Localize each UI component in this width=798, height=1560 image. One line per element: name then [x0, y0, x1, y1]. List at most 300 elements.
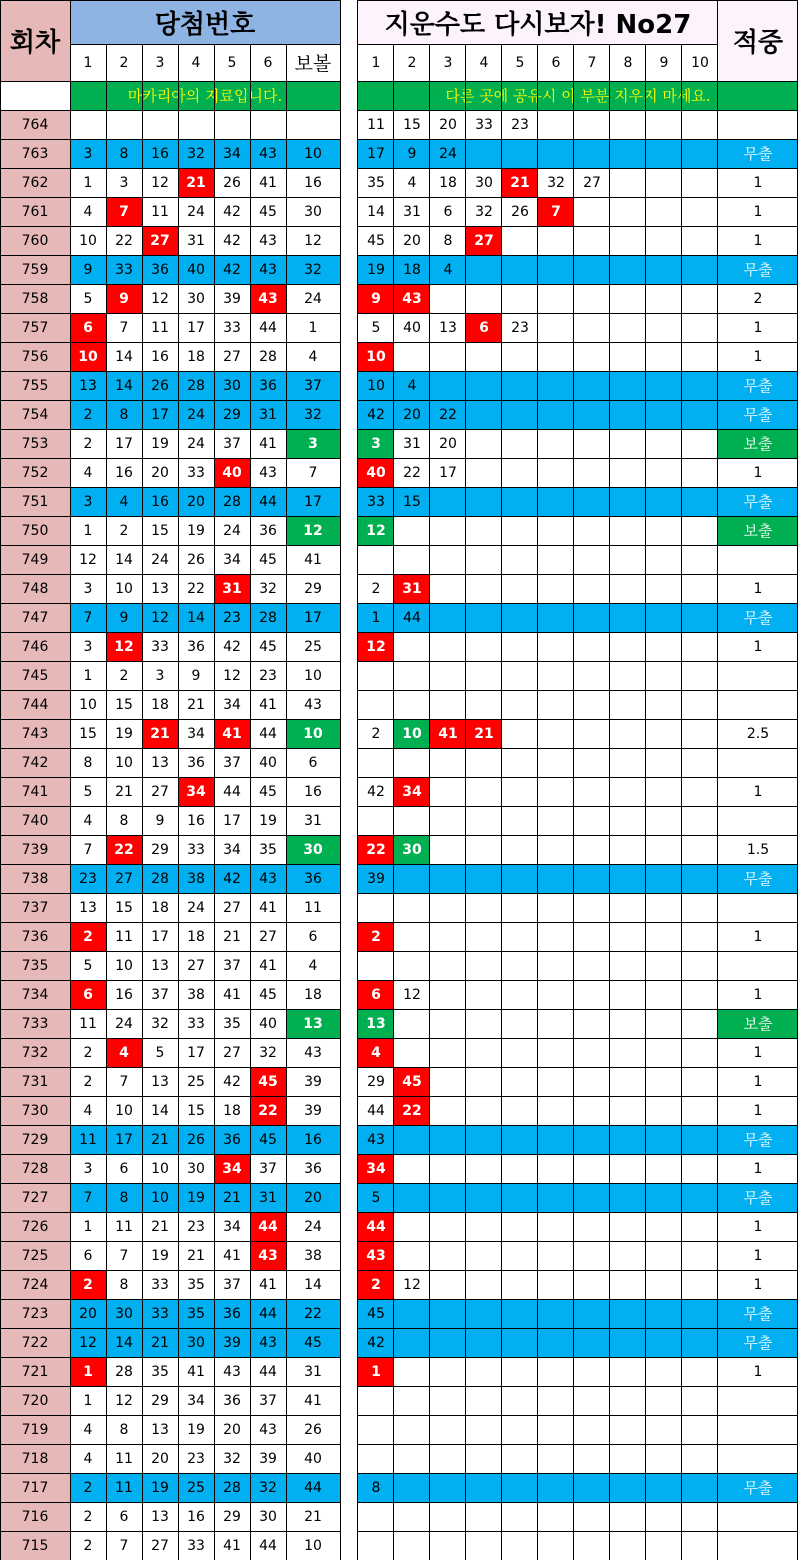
note-left: 마카리아의 지료입니다.	[70, 81, 340, 110]
win-number-cell: 33	[142, 1299, 178, 1328]
win-number-cell: 33	[178, 1531, 214, 1560]
win-number-cell: 14	[142, 1096, 178, 1125]
win-number-cell: 30	[214, 371, 250, 400]
bonus-cell: 43	[286, 690, 340, 719]
win-number-cell: 26	[142, 371, 178, 400]
win-number-cell: 3	[70, 1154, 106, 1183]
win-number-cell: 28	[214, 487, 250, 516]
win-number-cell: 6	[106, 1154, 142, 1183]
bonus-cell: 36	[286, 1154, 340, 1183]
win-number-cell: 4	[70, 1415, 106, 1444]
win-number-cell: 10	[142, 1183, 178, 1212]
round-cell: 736	[0, 922, 70, 951]
bonus-cell: 4	[286, 951, 340, 980]
win-number-cell: 19	[250, 806, 286, 835]
win-number-cell: 21	[142, 1212, 178, 1241]
pick-cell: 6	[358, 980, 394, 1009]
win-number-cell: 26	[178, 1125, 214, 1154]
win-number-cell: 44	[250, 1299, 286, 1328]
win-number-cell: 11	[106, 1212, 142, 1241]
pick-cell: 8	[430, 226, 466, 255]
win-number-cell: 44	[250, 1531, 286, 1560]
pick-cell: 40	[358, 458, 394, 487]
pick-col-header: 3	[430, 44, 466, 81]
round-cell: 764	[0, 110, 70, 139]
win-number-cell: 26	[214, 168, 250, 197]
win-number-cell: 19	[178, 1183, 214, 1212]
round-cell: 733	[0, 1009, 70, 1038]
win-number-cell: 4	[70, 197, 106, 226]
round-cell: 759	[0, 255, 70, 284]
bonus-cell: 20	[286, 1183, 340, 1212]
win-number-cell: 6	[70, 980, 106, 1009]
pick-cell: 31	[394, 197, 430, 226]
pick-col-header: 6	[538, 44, 574, 81]
pick-cell: 20	[394, 226, 430, 255]
win-number-cell: 36	[214, 1299, 250, 1328]
bonus-cell: 44	[286, 1473, 340, 1502]
pick-cell: 23	[502, 313, 538, 342]
win-number-cell: 9	[106, 284, 142, 313]
pick-cell: 15	[394, 110, 430, 139]
win-number-cell: 21	[142, 719, 178, 748]
pick-cell: 12	[394, 1270, 430, 1299]
win-number-cell: 21	[178, 168, 214, 197]
win-number-cell: 10	[106, 574, 142, 603]
pick-cell: 44	[394, 603, 430, 632]
win-number-cell: 13	[142, 1502, 178, 1531]
win-number-cell: 13	[142, 748, 178, 777]
win-number-cell: 7	[106, 1531, 142, 1560]
win-number-cell: 17	[214, 806, 250, 835]
pick-cell: 12	[358, 632, 394, 661]
win-number-cell: 18	[178, 922, 214, 951]
win-number-cell: 31	[250, 1183, 286, 1212]
win-number-cell: 41	[178, 1357, 214, 1386]
pick-cell: 4	[430, 255, 466, 284]
hit-result-cell: 1	[718, 777, 798, 806]
win-number-cell: 42	[214, 864, 250, 893]
win-number-cell: 2	[70, 1531, 106, 1560]
win-number-cell: 28	[178, 371, 214, 400]
pick-cell: 43	[358, 1125, 394, 1154]
win-number-cell: 42	[214, 226, 250, 255]
win-number-cell: 4	[106, 487, 142, 516]
win-number-cell: 21	[178, 1241, 214, 1270]
win-col-header: 5	[214, 44, 250, 81]
win-number-cell: 36	[214, 1386, 250, 1415]
win-number-cell: 6	[106, 1502, 142, 1531]
win-number-cell: 42	[214, 255, 250, 284]
win-number-cell: 16	[142, 487, 178, 516]
win-number-cell: 17	[106, 429, 142, 458]
pick-cell: 45	[358, 1299, 394, 1328]
win-number-cell: 45	[250, 777, 286, 806]
win-number-cell: 7	[70, 1183, 106, 1212]
win-number-cell: 13	[142, 574, 178, 603]
win-number-cell: 24	[178, 429, 214, 458]
win-number-cell: 2	[70, 922, 106, 951]
hit-result-cell: 1	[718, 1212, 798, 1241]
round-cell: 754	[0, 400, 70, 429]
hit-result-cell: 1	[718, 1357, 798, 1386]
hit-result-cell: 1	[718, 1096, 798, 1125]
win-number-cell: 7	[70, 835, 106, 864]
bonus-cell: 6	[286, 922, 340, 951]
pick-cell: 2	[358, 922, 394, 951]
bonus-cell: 10	[286, 719, 340, 748]
pick-cell: 1	[358, 603, 394, 632]
win-number-cell: 22	[178, 574, 214, 603]
win-number-cell: 24	[106, 1009, 142, 1038]
win-number-cell: 36	[250, 516, 286, 545]
win-number-cell: 13	[142, 1415, 178, 1444]
pick-cell: 22	[358, 835, 394, 864]
pick-cell: 10	[358, 371, 394, 400]
win-number-cell: 38	[178, 864, 214, 893]
pick-cell: 31	[394, 574, 430, 603]
pick-cell: 30	[466, 168, 502, 197]
pick-cell: 41	[430, 719, 466, 748]
win-number-cell: 20	[70, 1299, 106, 1328]
win-number-cell: 34	[178, 719, 214, 748]
win-number-cell: 41	[250, 168, 286, 197]
round-cell: 745	[0, 661, 70, 690]
round-cell: 753	[0, 429, 70, 458]
pick-col-header: 9	[646, 44, 682, 81]
win-number-cell: 14	[106, 545, 142, 574]
win-number-cell: 16	[106, 458, 142, 487]
hit-result-cell: 1	[718, 922, 798, 951]
pick-cell: 30	[394, 835, 430, 864]
win-number-cell: 35	[214, 1009, 250, 1038]
hit-result-cell: 무출	[718, 1125, 798, 1154]
pick-cell: 45	[394, 1067, 430, 1096]
win-number-cell: 42	[214, 632, 250, 661]
win-number-cell: 43	[250, 1415, 286, 1444]
win-number-cell: 15	[106, 893, 142, 922]
win-number-cell: 17	[142, 922, 178, 951]
win-number-cell: 7	[70, 603, 106, 632]
round-cell: 725	[0, 1241, 70, 1270]
pick-col-header: 1	[358, 44, 394, 81]
pick-cell: 4	[358, 1038, 394, 1067]
win-col-header: 4	[178, 44, 214, 81]
pick-cell: 1	[358, 1357, 394, 1386]
win-number-cell: 36	[178, 632, 214, 661]
win-number-cell: 43	[250, 458, 286, 487]
win-number-cell: 8	[106, 1270, 142, 1299]
win-number-cell: 32	[178, 139, 214, 168]
pick-cell: 18	[430, 168, 466, 197]
win-number-cell: 3	[106, 168, 142, 197]
pick-cell: 9	[358, 284, 394, 313]
win-number-cell: 16	[178, 806, 214, 835]
win-number-cell: 5	[70, 284, 106, 313]
bonus-cell: 40	[286, 1444, 340, 1473]
pick-cell: 27	[466, 226, 502, 255]
bonus-cell: 24	[286, 1212, 340, 1241]
win-number-cell: 13	[142, 1067, 178, 1096]
win-number-cell: 34	[178, 777, 214, 806]
win-number-cell: 34	[178, 1386, 214, 1415]
win-number-cell: 33	[214, 313, 250, 342]
win-number-cell: 5	[70, 777, 106, 806]
pick-cell: 20	[430, 429, 466, 458]
win-number-cell: 40	[250, 1009, 286, 1038]
win-number-cell: 40	[178, 255, 214, 284]
win-number-cell: 30	[178, 284, 214, 313]
round-cell: 761	[0, 197, 70, 226]
bonus-cell: 41	[286, 1386, 340, 1415]
hit-result-cell: 무출	[718, 400, 798, 429]
bonus-cell: 26	[286, 1415, 340, 1444]
win-number-cell: 39	[214, 284, 250, 313]
win-number-cell: 21	[214, 1183, 250, 1212]
win-col-header: 3	[142, 44, 178, 81]
pick-cell: 22	[394, 1096, 430, 1125]
pick-cell: 45	[358, 226, 394, 255]
win-number-cell: 30	[178, 1328, 214, 1357]
win-number-cell: 2	[106, 661, 142, 690]
hit-result-cell: 1	[718, 574, 798, 603]
pick-cell: 8	[358, 1473, 394, 1502]
win-number-cell: 32	[142, 1009, 178, 1038]
pick-cell: 7	[538, 197, 574, 226]
win-number-cell: 19	[178, 516, 214, 545]
win-number-cell: 28	[250, 603, 286, 632]
bonus-cell: 7	[286, 458, 340, 487]
win-number-cell: 14	[106, 342, 142, 371]
win-number-cell: 32	[214, 1444, 250, 1473]
hit-result-cell: 보출	[718, 429, 798, 458]
round-cell: 760	[0, 226, 70, 255]
pick-cell: 22	[394, 458, 430, 487]
win-number-cell: 2	[70, 429, 106, 458]
bonus-cell: 22	[286, 1299, 340, 1328]
round-cell: 730	[0, 1096, 70, 1125]
win-number-cell: 12	[142, 603, 178, 632]
win-number-cell: 22	[106, 835, 142, 864]
win-number-cell: 29	[214, 1502, 250, 1531]
round-cell: 721	[0, 1357, 70, 1386]
bonus-cell: 12	[286, 226, 340, 255]
win-number-cell: 17	[178, 1038, 214, 1067]
pick-cell: 42	[358, 777, 394, 806]
win-number-cell: 19	[142, 1473, 178, 1502]
win-number-cell: 3	[70, 574, 106, 603]
bonus-cell: 14	[286, 1270, 340, 1299]
pick-cell: 34	[358, 1154, 394, 1183]
win-number-cell: 2	[70, 1473, 106, 1502]
hit-result-cell: 1	[718, 168, 798, 197]
win-number-cell: 30	[250, 1502, 286, 1531]
win-number-cell: 42	[214, 1067, 250, 1096]
win-number-cell: 23	[178, 1444, 214, 1473]
pick-cell: 10	[394, 719, 430, 748]
win-number-cell: 7	[106, 1241, 142, 1270]
win-number-cell: 28	[106, 1357, 142, 1386]
win-number-cell: 21	[178, 690, 214, 719]
win-number-cell: 1	[70, 168, 106, 197]
hit-result-cell: 1	[718, 980, 798, 1009]
win-number-cell: 33	[178, 458, 214, 487]
win-col-header: 6	[250, 44, 286, 81]
win-number-cell: 19	[106, 719, 142, 748]
win-number-cell: 43	[214, 1357, 250, 1386]
win-number-cell: 12	[106, 632, 142, 661]
pick-cell: 12	[394, 980, 430, 1009]
round-cell: 734	[0, 980, 70, 1009]
hit-result-cell: 1	[718, 313, 798, 342]
pick-cell: 6	[430, 197, 466, 226]
win-number-cell: 18	[142, 690, 178, 719]
win-number-cell: 17	[106, 1125, 142, 1154]
win-number-cell: 43	[250, 139, 286, 168]
pick-cell: 32	[538, 168, 574, 197]
win-number-cell: 22	[250, 1096, 286, 1125]
win-number-cell: 44	[250, 1212, 286, 1241]
bonus-cell: 25	[286, 632, 340, 661]
win-number-cell: 13	[142, 951, 178, 980]
hit-result-cell: 무출	[718, 255, 798, 284]
win-number-cell: 10	[70, 342, 106, 371]
win-number-cell: 44	[250, 487, 286, 516]
win-number-cell: 43	[250, 284, 286, 313]
win-number-cell: 37	[214, 748, 250, 777]
bonus-cell: 45	[286, 1328, 340, 1357]
win-number-cell: 34	[214, 1154, 250, 1183]
win-number-cell: 41	[214, 1241, 250, 1270]
win-number-cell: 23	[178, 1212, 214, 1241]
pick-cell: 42	[358, 400, 394, 429]
pick-col-header: 4	[466, 44, 502, 81]
win-number-cell: 18	[142, 893, 178, 922]
win-number-cell: 10	[70, 226, 106, 255]
round-cell: 763	[0, 139, 70, 168]
round-cell: 735	[0, 951, 70, 980]
win-number-cell: 12	[214, 661, 250, 690]
bonus-cell: 11	[286, 893, 340, 922]
pick-cell: 5	[358, 313, 394, 342]
bonus-cell: 12	[286, 516, 340, 545]
pick-cell: 42	[358, 1328, 394, 1357]
win-number-cell: 7	[106, 1067, 142, 1096]
win-number-cell: 28	[250, 342, 286, 371]
pick-cell: 20	[430, 110, 466, 139]
pick-cell: 23	[502, 110, 538, 139]
round-cell: 738	[0, 864, 70, 893]
win-number-cell: 41	[250, 429, 286, 458]
win-number-cell: 37	[142, 980, 178, 1009]
win-number-cell: 10	[70, 690, 106, 719]
pick-cell: 44	[358, 1096, 394, 1125]
bonus-cell: 32	[286, 255, 340, 284]
pick-col-header: 8	[610, 44, 646, 81]
win-number-cell: 14	[106, 371, 142, 400]
win-number-cell: 33	[142, 632, 178, 661]
hit-result-cell: 무출	[718, 1328, 798, 1357]
win-number-cell: 21	[142, 1125, 178, 1154]
pick-cell: 17	[430, 458, 466, 487]
win-number-cell: 27	[178, 951, 214, 980]
pick-cell: 43	[358, 1241, 394, 1270]
win-number-cell: 34	[214, 835, 250, 864]
bonus-cell: 3	[286, 429, 340, 458]
pick-col-header: 7	[574, 44, 610, 81]
pick-cell: 12	[358, 516, 394, 545]
win-number-cell: 16	[142, 139, 178, 168]
round-cell: 757	[0, 313, 70, 342]
win-number-cell: 45	[250, 980, 286, 1009]
win-number-cell: 33	[142, 1270, 178, 1299]
win-number-cell: 8	[106, 139, 142, 168]
sheet-title: 지운수도 다시보자! No27	[358, 0, 718, 44]
win-number-cell: 4	[70, 458, 106, 487]
round-cell: 724	[0, 1270, 70, 1299]
win-number-cell: 41	[250, 893, 286, 922]
pick-cell: 44	[358, 1212, 394, 1241]
win-number-cell: 7	[106, 197, 142, 226]
pick-cell: 10	[358, 342, 394, 371]
win-number-cell: 9	[70, 255, 106, 284]
win-number-cell: 35	[142, 1357, 178, 1386]
round-cell: 739	[0, 835, 70, 864]
win-number-cell: 39	[214, 1328, 250, 1357]
round-cell: 723	[0, 1299, 70, 1328]
win-number-cell: 16	[142, 342, 178, 371]
hit-result-cell: 1	[718, 1038, 798, 1067]
hit-result-cell: 무출	[718, 1473, 798, 1502]
win-number-cell: 24	[214, 516, 250, 545]
bonus-cell: 10	[286, 139, 340, 168]
pick-cell: 39	[358, 864, 394, 893]
hit-result-cell: 무출	[718, 139, 798, 168]
win-number-cell: 36	[142, 255, 178, 284]
win-number-cell: 41	[250, 1270, 286, 1299]
win-number-cell: 34	[214, 545, 250, 574]
win-number-cell: 30	[178, 1154, 214, 1183]
win-number-cell: 23	[214, 603, 250, 632]
pick-cell: 21	[502, 168, 538, 197]
win-number-cell: 8	[70, 748, 106, 777]
win-number-cell: 1	[70, 1357, 106, 1386]
win-number-cell: 31	[250, 400, 286, 429]
win-number-cell: 8	[106, 806, 142, 835]
win-number-cell: 41	[250, 690, 286, 719]
win-number-cell: 2	[70, 1038, 106, 1067]
round-cell: 762	[0, 168, 70, 197]
bonus-cell: 10	[286, 661, 340, 690]
win-number-cell: 29	[142, 835, 178, 864]
win-number-cell: 33	[178, 835, 214, 864]
win-number-cell: 12	[70, 1328, 106, 1357]
pick-cell: 5	[358, 1183, 394, 1212]
win-number-cell: 15	[70, 719, 106, 748]
win-number-cell: 24	[178, 400, 214, 429]
win-number-cell: 12	[70, 545, 106, 574]
bonus-cell: 10	[286, 1531, 340, 1560]
win-number-cell: 2	[70, 400, 106, 429]
win-number-cell: 18	[214, 1096, 250, 1125]
win-number-cell: 1	[70, 1212, 106, 1241]
round-cell: 749	[0, 545, 70, 574]
win-number-cell: 21	[214, 922, 250, 951]
win-number-cell: 2	[70, 1502, 106, 1531]
bonus-header: 보볼	[286, 44, 340, 81]
win-number-cell: 14	[178, 603, 214, 632]
pick-col-header: 2	[394, 44, 430, 81]
